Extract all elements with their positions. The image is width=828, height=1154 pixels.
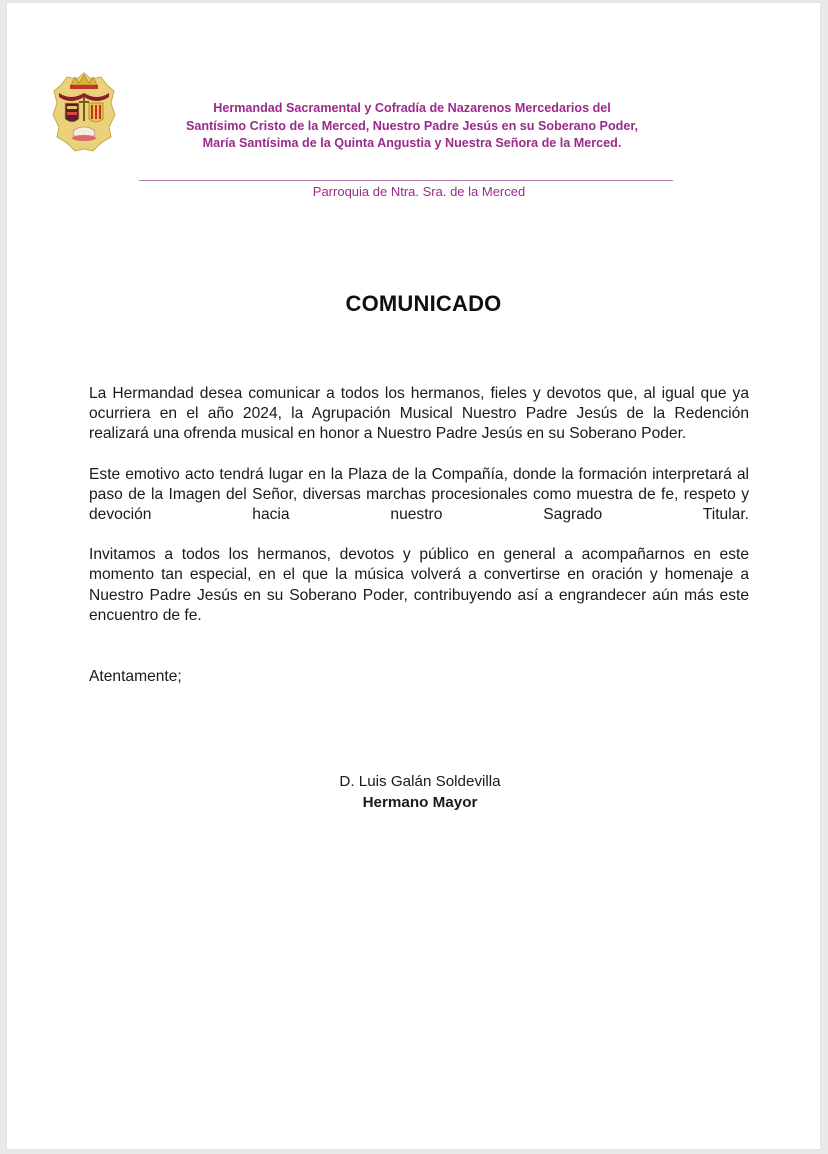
document-page — [7, 3, 820, 1149]
organization-name — [137, 100, 687, 153]
signatory-role: Hermano Mayor — [362, 794, 478, 811]
organization-line: Hermandad Sacramental y Cofradía de Nazarenos Mercedarios del — [213, 101, 611, 115]
organization-line: María Santísima de la Quinta Angustia y Nuestra Señora de la Merced. — [202, 136, 622, 150]
document-title: COMUNICADO — [345, 291, 502, 316]
signatory-name: D. Luis Galán Soldevilla — [339, 773, 501, 790]
body-paragraph: Este emotivo acto tendrá lugar en la Plaza de la Compañía, donde la formación interpretará al paso de la Imagen del Señor, diversas marchas procesionales como muestra de fe, respeto y devoción hacia nuestro Sagrado Titular. — [89, 465, 749, 524]
document-body — [89, 384, 749, 646]
body-paragraph: La Hermandad desea comunicar a todos los hermanos, fieles y devotos que, al igual que ya ocurriera en el año 2024, la Agrupación Musical Nuestro Padre Jesús de la Redención realizará una ofrenda musical en honor a Nuestro Padre Jesús en su Soberano Poder. — [89, 385, 749, 443]
coat-of-arms-icon — [51, 71, 117, 153]
signature-block — [267, 771, 573, 813]
parish-name: Parroquia de Ntra. Sra. de la Merced — [312, 184, 526, 199]
body-paragraph: Invitamos a todos los hermanos, devotos y público en general a acompañarnos en este momento tan especial, en el que la música volverá a convertirse en oración y homenaje a Nuestro Padre Jesús en su Soberano Poder, contribuyendo así a engrandecer aún más este encuentro de fe. — [89, 546, 749, 624]
closing-salutation: Atentamente; — [89, 668, 182, 685]
header-divider — [139, 180, 673, 181]
organization-line: Santísimo Cristo de la Merced, Nuestro Padre Jesús en su Soberano Poder, — [185, 118, 639, 133]
